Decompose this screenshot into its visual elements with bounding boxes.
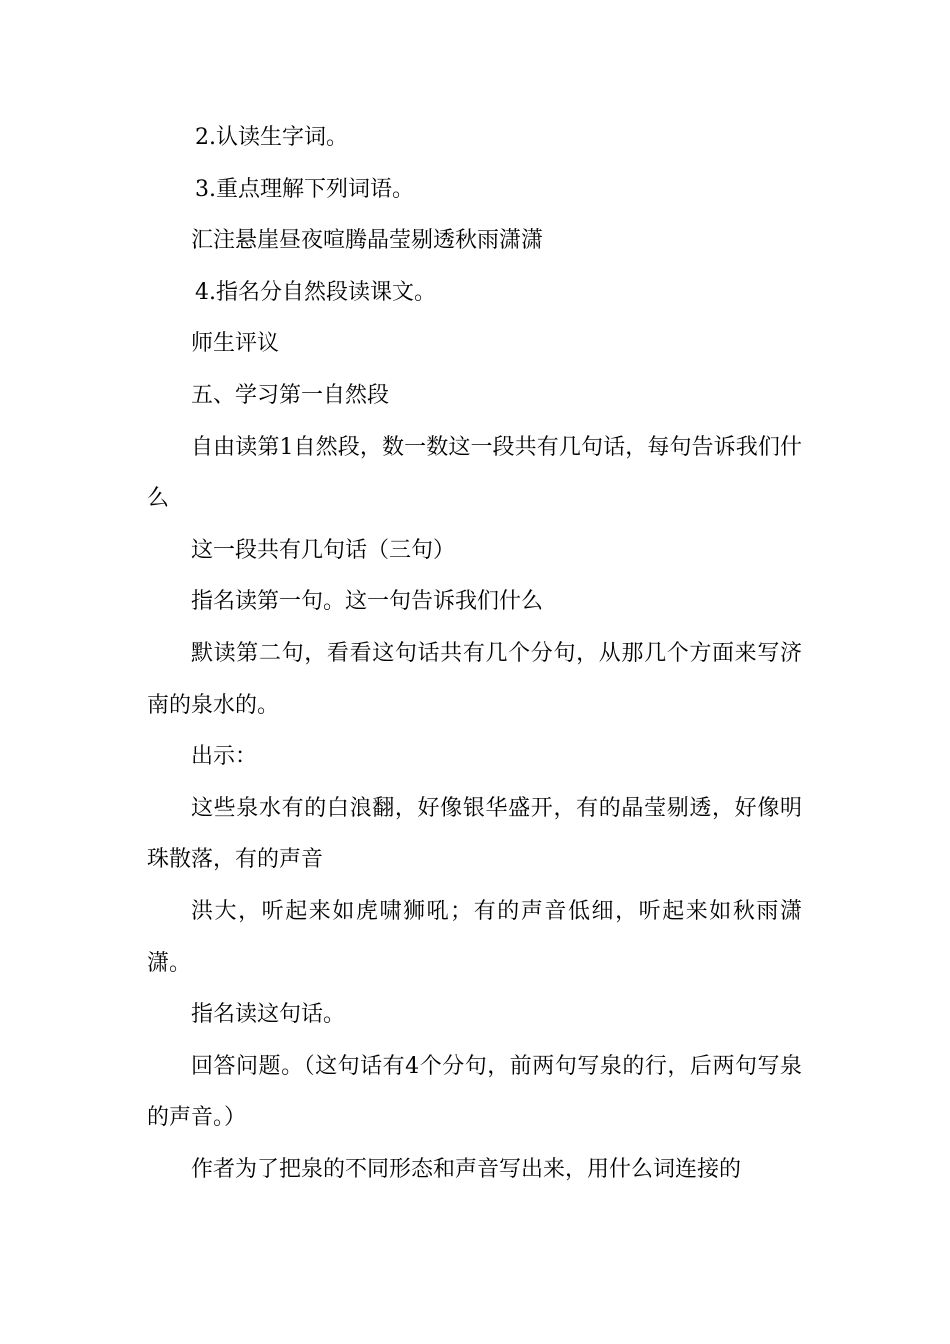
- paragraph-teacher-student-review: 师生评议: [191, 331, 280, 357]
- paragraph-quote-part-2: 洪大，听起来如虎啸狮吼；有的声音低细，听起来如秋雨潇潇。: [147, 898, 802, 976]
- paragraph-free-reading: 自由读第1自然段，数一数这一段共有几句话，每句告诉我们什么: [147, 434, 802, 512]
- paragraph-sentence-count: 这一段共有几句话（三句）: [191, 537, 456, 563]
- paragraph-step-2: 2.认读生字词。: [195, 125, 348, 150]
- paragraph-show: 出示：: [191, 744, 258, 770]
- paragraph-first-sentence: 指名读第一句。这一句告诉我们什么: [191, 589, 544, 615]
- paragraph-answer: 回答问题。（这句话有4个分句，前两句写泉的行，后两句写泉的声音。）: [147, 1053, 802, 1131]
- paragraph-step-4: 4.指名分自然段读课文。: [195, 279, 436, 305]
- paragraph-read-sentence: 指名读这句话。: [191, 1002, 346, 1028]
- paragraph-second-sentence: 默读第二句，看看这句话共有几个分句，从那几个方面来写济南的泉水的。: [147, 640, 802, 718]
- paragraph-connecting-words: 作者为了把泉的不同形态和声音写出来，用什么词连接的: [191, 1156, 742, 1182]
- paragraph-quote-part-1: 这些泉水有的白浪翻，好像银华盛开，有的晶莹剔透，好像明珠散落，有的声音: [147, 795, 802, 873]
- paragraph-vocabulary-list: 汇注悬崖昼夜喧腾晶莹剔透秋雨潇潇: [191, 228, 544, 254]
- document-body: [147, 112, 802, 1195]
- paragraph-step-3: 3.重点理解下列词语。: [195, 176, 414, 202]
- section-heading-five: 五、学习第一自然段: [191, 382, 390, 408]
